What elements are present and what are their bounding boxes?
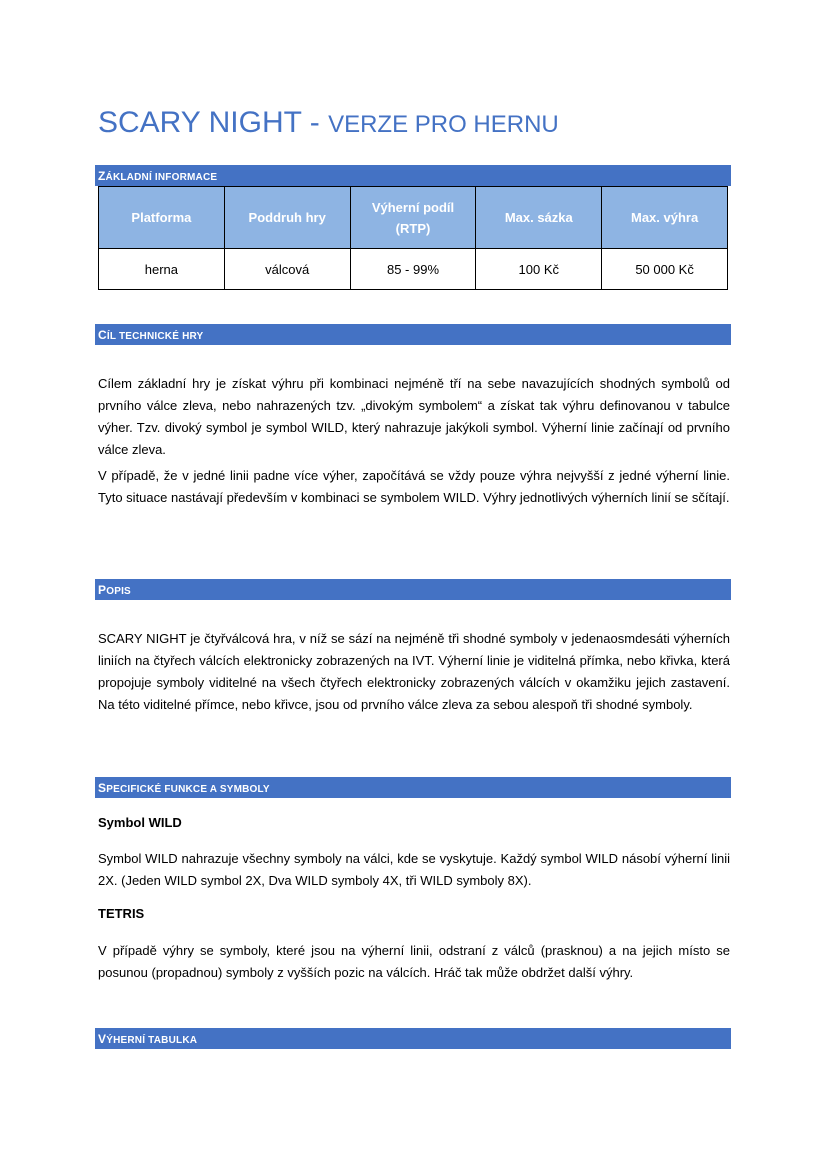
title-main: SCARY NIGHT -	[98, 106, 329, 139]
table-header-cell: Poddruh hry	[224, 187, 350, 249]
table-header-cell: Max. výhra	[602, 187, 728, 249]
goal-paragraph-1: Cílem základní hry je získat výhru při kombinaci nejméně tří na sebe navazujících shodných symbolů od prvního válce zleva, nebo nahrazených tzv. „divokým symbolem“ a získat tak výhru definovanou v tabulce výher. Tzv. divoký symbol je symbol WILD, který nahrazuje jakýkoli symbol. Výherní linie začínají od prvního válce zleva.	[98, 376, 730, 457]
description-paragraph: SCARY NIGHT je čtyřválcová hra, v níž se sází na nejméně tři shodné symboly v jedenaosmdesáti výherních liniích na čtyřech válcích elektronicky zobrazených na IVT. Výherní linie je viditelná přímka, nebo křivka, která propojuje symboly viditelné na všech čtyřech elektronicky zobrazených válcích v okamžiku jejich zastavení. Na této viditelné přímce, nebo křivce, jsou od prvního válce zleva za sebou alespoň tři shodné symboly.	[98, 631, 730, 712]
table-cell: 50 000 Kč	[602, 249, 728, 290]
table-cell: 100 Kč	[476, 249, 602, 290]
section-header-paytable: VÝHERNÍ TABULKA	[95, 1028, 731, 1049]
section-header-goal: CÍL TECHNICKÉ HRY	[95, 324, 731, 345]
basic-info-table	[98, 186, 728, 290]
section-header-description: POPIS	[95, 579, 731, 600]
table-cell: herna	[99, 249, 225, 290]
title-sub: VERZE PRO HERNU	[328, 111, 559, 138]
wild-heading: Symbol WILD	[98, 815, 182, 830]
table-header-row	[99, 187, 728, 249]
table-row	[99, 249, 728, 290]
section-header-basic-info: ZÁKLADNÍ INFORMACE	[95, 165, 731, 186]
section-header-features: SPECIFICKÉ FUNKCE A SYMBOLY	[95, 777, 731, 798]
page-title	[98, 103, 559, 145]
table-cell: válcová	[224, 249, 350, 290]
tetris-heading: TETRIS	[98, 906, 145, 921]
table-header-cell: Platforma	[99, 187, 225, 249]
wild-paragraph: Symbol WILD nahrazuje všechny symboly na válci, kde se vyskytuje. Každý symbol WILD násobí výherní linii 2X. (Jeden WILD symbol 2X, Dva WILD symboly 4X, tři WILD symboly 8X).	[98, 851, 730, 888]
tetris-paragraph: V případě výhry se symboly, které jsou na výherní linii, odstraní z válců (prasknou) a na jejich místo se posunou (propadnou) symboly z vyšších pozic na válcích. Hráč tak může obdržet další výhry.	[98, 943, 730, 980]
table-header-cell: Výherní podíl (RTP)	[350, 187, 476, 249]
goal-paragraph-2: V případě, že v jedné linii padne více výher, započítává se vždy pouze výhra nejvyšší z jedné výherní linie. Tyto situace nastávají především v kombinaci se symbolem WILD. Výhry jednotlivých výherních linií se sčítají.	[98, 468, 730, 505]
table-cell: 85 - 99%	[350, 249, 476, 290]
table-header-cell: Max. sázka	[476, 187, 602, 249]
